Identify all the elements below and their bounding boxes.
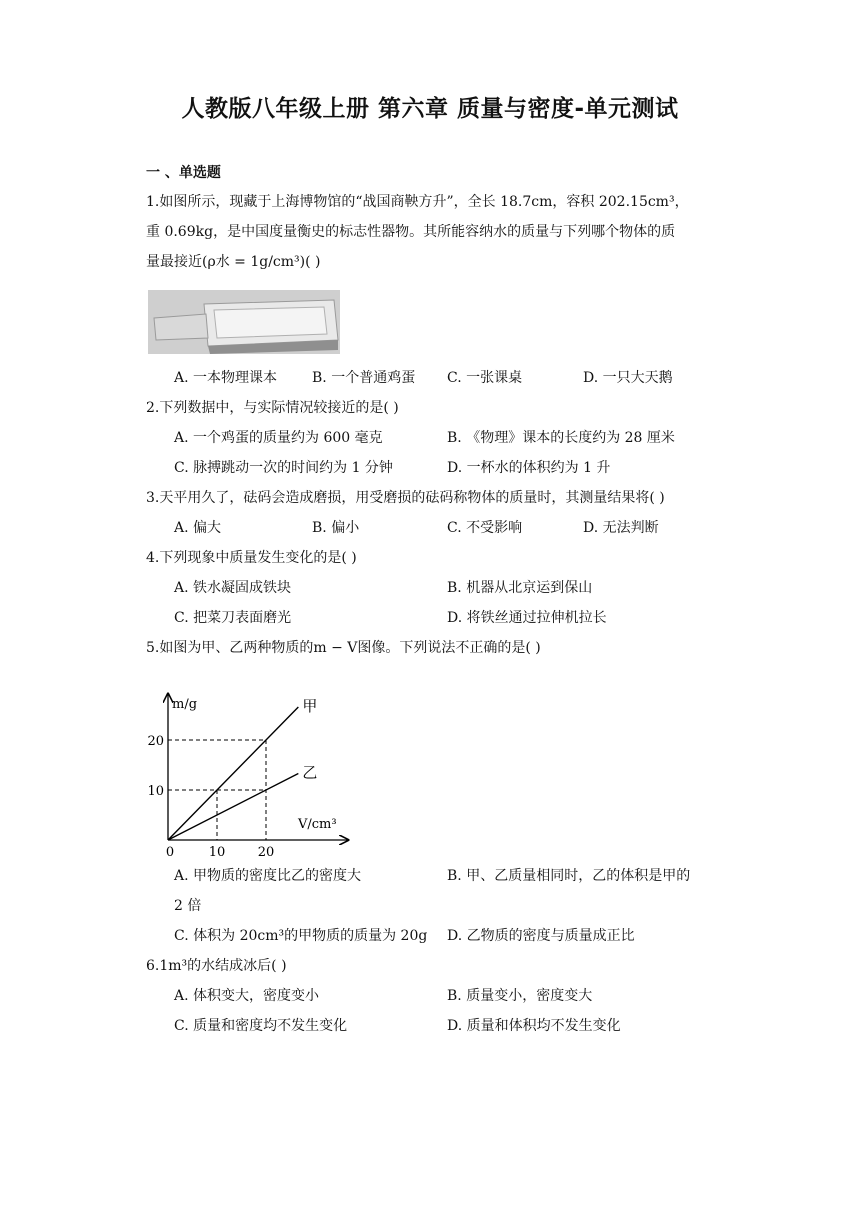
question-4-line-1: 4.下列现象中质量发生变化的是( ) xyxy=(146,550,357,566)
q4-option-a: A. 铁水凝固成铁块 xyxy=(174,580,292,596)
x-tick-10: 10 xyxy=(208,845,226,860)
q5-option-a: A. 甲物质的密度比乙的密度大 xyxy=(174,868,362,884)
q1-option-b: B. 一个普通鸡蛋 xyxy=(312,370,416,386)
section-heading: 一 、单选题 xyxy=(146,165,221,181)
question-6-line-1: 6.1m³的水结成冰后( ) xyxy=(146,958,287,974)
q5-option-b: B. 甲、乙质量相同时，乙的体积是甲的 xyxy=(447,868,691,884)
series-line-0 xyxy=(168,707,298,840)
q1-option-a: A. 一本物理课本 xyxy=(174,370,278,386)
y-tick-10: 10 xyxy=(147,784,164,799)
series-yi-label: 乙 xyxy=(302,763,318,782)
mv-graph xyxy=(140,686,360,866)
x-axis-label: V/cm³ xyxy=(298,817,337,832)
question-1-line-3: 量最接近(ρ水 = 1g/cm³)( ) xyxy=(146,254,321,270)
question-3-line-1: 3.天平用久了，砝码会造成磨损，用受磨损的砝码称物体的质量时，其测量结果将( ) xyxy=(146,490,665,506)
series-jia-label: 甲 xyxy=(302,697,318,715)
question-5-line-1: 5.如图为甲、乙两种物质的m − V图像。下列说法不正确的是( ) xyxy=(146,640,541,656)
q3-option-d: D. 无法判断 xyxy=(583,520,659,536)
q6-option-a: A. 体积变大，密度变小 xyxy=(174,988,320,1004)
series-line-1 xyxy=(168,774,298,841)
x-tick-20: 20 xyxy=(257,845,275,860)
q3-option-a: A. 偏大 xyxy=(174,520,222,536)
q4-option-b: B. 机器从北京运到保山 xyxy=(447,580,593,596)
q6-option-c: C. 质量和密度均不发生变化 xyxy=(174,1018,348,1034)
q2-option-c: C. 脉搏跳动一次的时间约为 1 分钟 xyxy=(174,460,393,476)
page-title: 人教版八年级上册 第六章 质量与密度-单元测试 xyxy=(181,96,679,122)
question-1-line-1: 1.如图所示，现藏于上海博物馆的“战国商鞅方升”，全长 18.7cm，容积 202.15cm³， xyxy=(146,194,689,210)
q3-option-c: C. 不受影响 xyxy=(447,520,523,536)
q5-option-b-continued: 2 倍 xyxy=(174,898,202,914)
y-tick-20: 20 xyxy=(147,734,164,749)
question-1-line-2: 重 0.69kg，是中国度量衡史的标志性器物。其所能容纳水的质量与下列哪个物体的质 xyxy=(146,224,676,240)
q6-option-b: B. 质量变小，密度变大 xyxy=(447,988,593,1004)
q2-option-d: D. 一杯水的体积约为 1 升 xyxy=(447,460,611,476)
q4-option-d: D. 将铁丝通过拉伸机拉长 xyxy=(447,610,607,626)
q5-option-c: C. 体积为 20cm³的甲物质的质量为 20g xyxy=(174,928,428,944)
q1-option-d: D. 一只大天鹅 xyxy=(583,370,673,386)
x-tick-0: 0 xyxy=(165,845,175,860)
q2-option-a: A. 一个鸡蛋的质量约为 600 毫克 xyxy=(174,430,383,446)
artifact-illustration xyxy=(148,290,340,354)
q1-option-c: C. 一张课桌 xyxy=(447,370,523,386)
q6-option-d: D. 质量和体积均不发生变化 xyxy=(447,1018,621,1034)
q2-option-b: B. 《物理》课本的长度约为 28 厘米 xyxy=(447,430,675,446)
y-axis-label: m/g xyxy=(172,697,198,712)
q4-option-c: C. 把菜刀表面磨光 xyxy=(174,610,292,626)
artifact-photo xyxy=(148,290,340,354)
q5-option-d: D. 乙物质的密度与质量成正比 xyxy=(447,928,635,944)
question-2-line-1: 2.下列数据中，与实际情况较接近的是( ) xyxy=(146,400,399,416)
q3-option-b: B. 偏小 xyxy=(312,520,360,536)
mv-graph-svg xyxy=(140,686,360,862)
